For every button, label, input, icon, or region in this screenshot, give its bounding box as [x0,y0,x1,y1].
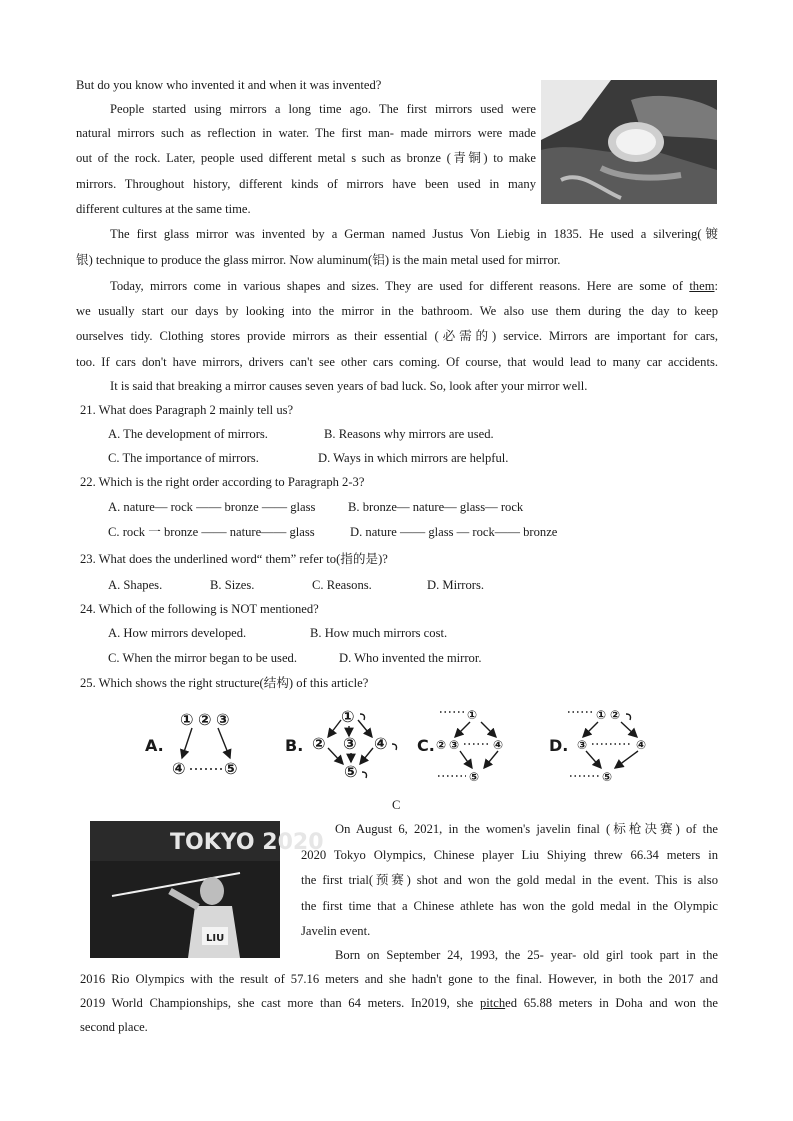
diagram-d-node-4: ④ [636,738,647,752]
diagram-b-node-2: ② [312,734,326,753]
c-para1-line-2: 2020 Tokyo Olympics, Chinese player Liu Shiying threw 66.34 meters in [301,848,718,862]
diagram-c-node-1: ① [467,708,478,722]
q21-option-b: B. Reasons why mirrors are used. [324,427,494,441]
underlined-them: them [689,279,715,293]
q21-option-a: A. The development of mirrors. [108,427,268,441]
diagram-a-node-2: ② [198,710,212,729]
diagram-d-node-3: ③ [577,738,588,752]
q22-option-b: B. bronze— nature— glass— rock [348,500,524,514]
q24-option-a: A. How mirrors developed. [108,626,247,640]
photo-sign-text: TOKYO 2020 [170,830,324,855]
diagram-b-node-1: ① [341,707,355,726]
diagram-c-node-2: ② [436,738,447,752]
q23-stem: 23. What does the underlined word“ them” refer to(指的是)? [80,552,388,566]
c-para2-line-1: Born on September 24, 1993, the 25- year- old girl took part in the [335,948,718,962]
passage-intro: But do you know who invented it and when it was invented? [76,78,382,92]
c-para2-line-3: 2019 World Championships, she cast more than 64 meters. In2019, she pitched 65.88 meters in Doha and won the [80,996,719,1010]
diagram-a-node-4: ④ [172,759,186,778]
q23-option-b: B. Sizes. [210,578,255,592]
c-para1-line-4: the first time that a Chinese athlete has won the gold medal in the Olympic [301,899,718,913]
para2-line-1: People started using mirrors a long time ago. The first mirrors used were [110,102,536,116]
q21-option-d: D. Ways in which mirrors are helpful. [318,451,509,465]
q23-option-a: A. Shapes. [108,578,163,592]
q21-stem: 21. What does Paragraph 2 mainly tell us? [80,403,294,417]
q24-option-c: C. When the mirror began to be used. [108,651,297,665]
para3-line-1: The first glass mirror was invented by a German named Justus Von Liebig in 1835. He used a silvering(镀 [110,227,718,241]
para2-line-5: different cultures at the same time. [76,202,251,216]
diagram-a-node-3: ③ [216,710,230,729]
para4-line-1: Today, mirrors come in various shapes and sizes. They are used for different reasons. Here are some of them: [110,279,718,293]
diagram-a-node-5: ⑤ [224,759,238,778]
c-para2-line-4: second place. [80,1020,148,1034]
diagram-b-node-3: ③ [343,734,357,753]
diagram-b-node-4: ④ [374,734,388,753]
para4-line-3: ourselves tidy. Clothing stores provide mirrors as their essential (必需的) service. Mirrors are important for cars, [76,329,718,343]
q25-stem: 25. Which shows the right structure(结构) of this article? [80,676,369,690]
c-para1-line-3: the first trial(预赛) shot and won the gold medal in the event. This is also [301,873,718,887]
para2-line-2: natural mirrors such as reflection in water. The first man- made mirrors were made [76,126,536,140]
q22-option-d: D. nature —— glass — rock—— bronze [350,525,558,539]
diagram-b-node-5: ⑤ [344,762,358,781]
q24-option-d: D. Who invented the mirror. [339,651,482,665]
photo-bib-text: LIU [206,933,225,944]
c-para1-line-5: Javelin event. [301,924,371,938]
diagram-c-node-5: ⑤ [469,770,480,784]
diagram-c-node-3: ③ [449,738,460,752]
diagram-b-label: B. [285,736,304,755]
c-para2-line-2: 2016 Rio Olympics with the result of 57.16 meters and she hadn't gone to the final. However, in both the 2017 and [80,972,718,986]
diagram-d-label: D. [549,736,569,755]
javelin-photo [90,821,324,958]
q23-option-c: C. Reasons. [312,578,372,592]
q24-stem: 24. Which of the following is NOT mentioned? [80,602,319,616]
section-c-letter: C [392,798,401,812]
q22-stem: 22. Which is the right order according to Paragraph 2-3? [80,475,365,489]
para2-line-4: mirrors. Throughout history, different kinds of mirrors have been used in many [76,177,536,191]
para5: It is said that breaking a mirror causes seven years of bad luck. So, look after your mirror well. [110,379,588,393]
c-para1-line-1: On August 6, 2021, in the women's javelin final (标枪决赛) of the [335,822,718,836]
para4-line-4: too. If cars don't have mirrors, drivers can't see other cars coming. Of course, that would lead to many car accidents. [76,355,718,369]
para2-line-3: out of the rock. Later, people used different metal s such as bronze (青铜) to make [76,151,536,165]
mirror-photo [541,80,717,204]
diagram-d-node-2: ② [610,708,621,722]
q22-option-c: C. rock 一 bronze —— nature—— glass [108,525,315,539]
underlined-pitch: pitch [479,996,506,1010]
structure-diagrams [140,704,660,784]
diagram-a-label: A. [145,736,164,755]
diagram-c-node-4: ④ [493,738,504,752]
para4-line-2: we usually start our days by looking into the mirror in the bathroom. We also use them during the day to keep [76,304,718,318]
diagram-a-node-1: ① [180,710,194,729]
diagram-d-node-5: ⑤ [602,770,613,784]
q24-option-b: B. How much mirrors cost. [310,626,448,640]
q22-option-a: A. nature— rock —— bronze —— glass [108,500,316,514]
q23-option-d: D. Mirrors. [427,578,485,592]
diagram-d-node-1: ① [596,708,607,722]
diagram-c-label: C. [417,736,435,755]
q21-option-c: C. The importance of mirrors. [108,451,259,465]
para3-line-2: 银) technique to produce the glass mirror. Now aluminum(铝) is the main metal used for mirror. [76,253,561,267]
